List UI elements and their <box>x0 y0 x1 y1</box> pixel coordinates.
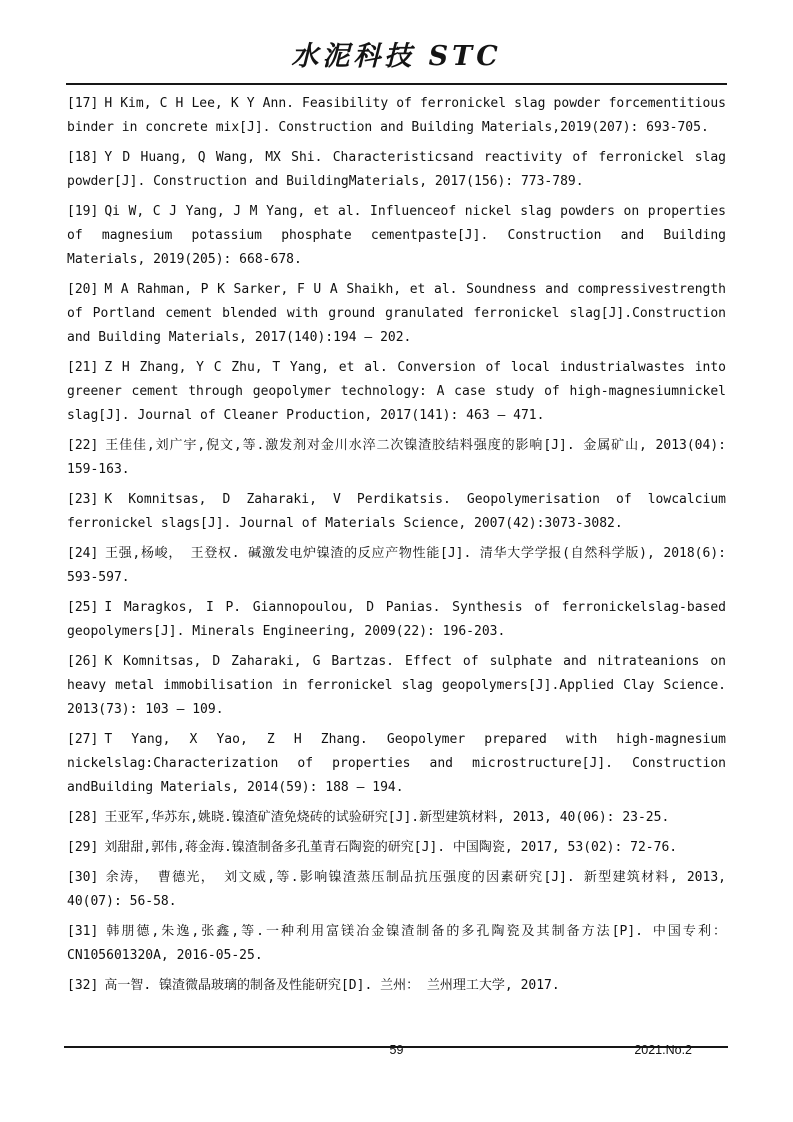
references-section <box>67 92 726 1004</box>
reference-label: [24] <box>67 546 99 561</box>
reference-label: [29] <box>67 840 99 855</box>
reference-text: Qi W, C J Yang, J M Yang, et al. Influenceof nickel slag powders on properties of magnesium potassium phosphate cementpaste[J]. Construction and Building Materials, 2019(205): 668-678. <box>67 204 726 267</box>
reference-label: [32] <box>67 978 99 993</box>
reference-text: K Komnitsas, D Zaharaki, G Bartzas. Effect of sulphate and nitrateanions on heavy metal immobilisation in ferronickel slag geopolymers[J].Applied Clay Science. 2013(73): 103 – 109. <box>67 654 726 717</box>
reference-item <box>67 806 726 830</box>
header-rule <box>66 83 727 85</box>
reference-label: [18] <box>67 150 99 165</box>
reference-text: Y D Huang, Q Wang, MX Shi. Characteristicsand reactivity of ferronickel slag powder[J]. Construction and BuildingMaterials, 2017(156): 773-789. <box>67 150 726 189</box>
reference-item <box>67 728 726 800</box>
reference-item <box>67 596 726 644</box>
reference-text: Z H Zhang, Y C Zhu, T Yang, et al. Conversion of local industrialwastes into greener cement through geopolymer technology: A case study of high-magnesiumnickel slag[J]. Journal of Cleaner Production, 2017(141): 463 – 471. <box>67 360 726 423</box>
reference-item <box>67 836 726 860</box>
reference-item <box>67 434 726 482</box>
reference-text: 王强,杨峻， 王登权. 碱激发电炉镍渣的反应产物性能[J]. 清华大学学报(自然科学版), 2018(6): 593-597. <box>67 546 726 585</box>
reference-item <box>67 866 726 914</box>
page-header <box>66 0 727 93</box>
reference-text: 王亚军,华苏东,姚晓.镍渣矿渣免烧砖的试验研究[J].新型建筑材料, 2013, 40(06): 23-25. <box>104 810 670 825</box>
reference-label: [28] <box>67 810 99 825</box>
reference-item <box>67 542 726 590</box>
reference-item <box>67 974 726 998</box>
reference-text: 刘甜甜,郭伟,蒋金海.镍渣制备多孔堇青石陶瓷的研究[J]. 中国陶瓷, 2017, 53(02): 72-76. <box>104 840 678 855</box>
reference-item <box>67 920 726 968</box>
reference-label: [22] <box>67 438 99 453</box>
reference-text: I Maragkos, I P. Giannopoulou, D Panias. Synthesis of ferronickelslag-based geopolymers[J]. Minerals Engineering, 2009(22): 196-203. <box>67 600 726 639</box>
reference-label: [23] <box>67 492 99 507</box>
reference-item <box>67 356 726 428</box>
reference-label: [31] <box>67 924 99 939</box>
reference-item <box>67 92 726 140</box>
reference-text: T Yang, X Yao, Z H Zhang. Geopolymer prepared with high-magnesium nickelslag:Characterization of properties and microstructure[J]. Construction andBuilding Materials, 2014(59): 188 – 194. <box>67 732 726 795</box>
reference-text: H Kim, C H Lee, K Y Ann. Feasibility of ferronickel slag powder forcementitious binder in concrete mix[J]. Construction and Building Materials,2019(207): 693-705. <box>67 96 726 135</box>
reference-item <box>67 200 726 272</box>
reference-label: [25] <box>67 600 99 615</box>
reference-label: [17] <box>67 96 99 111</box>
reference-text: 韩朋德,朱逸,张鑫,等.一种利用富镁冶金镍渣制备的多孔陶瓷及其制备方法[P]. 中国专利： CN105601320A, 2016-05-25. <box>67 924 726 963</box>
reference-item <box>67 650 726 722</box>
reference-label: [30] <box>67 870 99 885</box>
reference-text: K Komnitsas, D Zaharaki, V Perdikatsis. Geopolymerisation of lowcalcium ferronickel slags[J]. Journal of Materials Science, 2007(42):3073-3082. <box>67 492 726 531</box>
reference-item <box>67 278 726 350</box>
reference-item <box>67 146 726 194</box>
reference-label: [19] <box>67 204 99 219</box>
reference-label: [20] <box>67 282 99 297</box>
reference-text: M A Rahman, P K Sarker, F U A Shaikh, et al. Soundness and compressivestrength of Portland cement blended with ground granulated ferronickel slag[J].Construction and Building Materials, 2017(140):194 – 202. <box>67 282 726 345</box>
reference-label: [21] <box>67 360 99 375</box>
reference-label: [26] <box>67 654 99 669</box>
journal-title: 水泥科技 STC <box>291 41 502 72</box>
issue-number: 2021.No.2 <box>634 1043 692 1057</box>
reference-item <box>67 488 726 536</box>
reference-text: 王佳佳,刘广宇,倪文,等.激发剂对金川水淬二次镍渣胶结料强度的影响[J]. 金属矿山, 2013(04): 159-163. <box>67 438 726 477</box>
reference-text: 高一智. 镍渣微晶玻璃的制备及性能研究[D]. 兰州： 兰州理工大学, 2017. <box>104 978 560 993</box>
reference-text: 余涛， 曹德光， 刘文威,等.影响镍渣蒸压制品抗压强度的因素研究[J]. 新型建筑材料, 2013, 40(07): 56-58. <box>67 870 726 909</box>
page-number: 59 <box>389 1043 404 1057</box>
reference-label: [27] <box>67 732 99 747</box>
